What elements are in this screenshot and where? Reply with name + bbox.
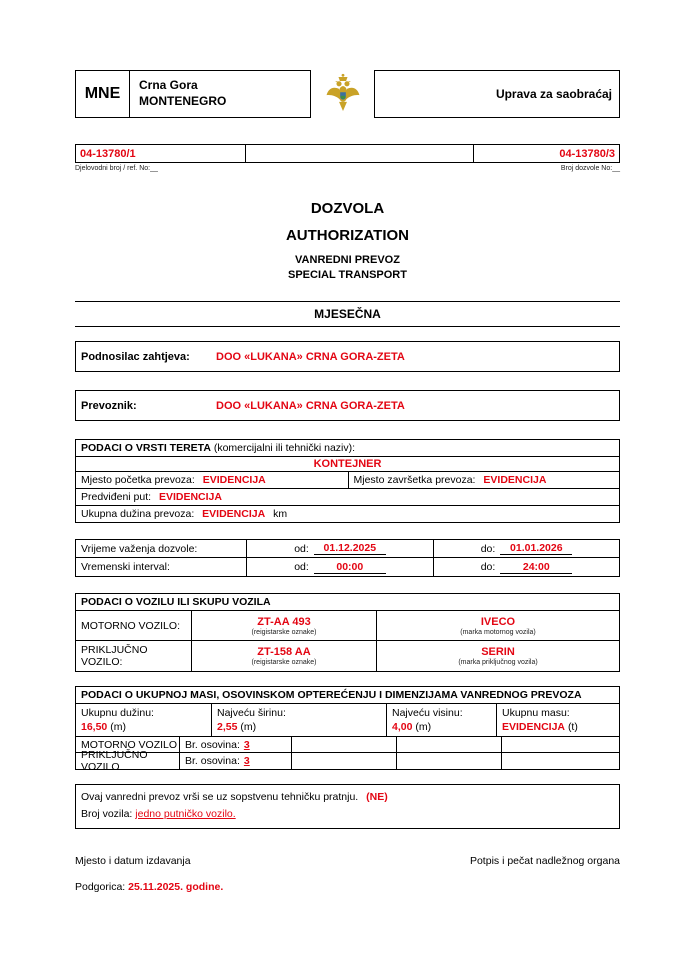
motor-vehicle-brand-caption: (marka motornog vozila) [460, 628, 536, 636]
validity-period-label: Vrijeme važenja dozvole: [81, 542, 198, 555]
document-header [75, 70, 620, 118]
from-label: od: [294, 542, 309, 555]
total-mass-label: Ukupnu masu: [502, 707, 570, 719]
motor-vehicle-plate-cell [191, 611, 376, 640]
permit-number: 04-13780/3 [559, 147, 615, 160]
carrier-label: Prevoznik: [81, 399, 137, 412]
max-width-value: 2,55 [217, 721, 238, 734]
total-mass-value: EVIDENCIJA [502, 721, 566, 734]
empty-cell [396, 737, 501, 752]
applicant-box [75, 341, 620, 372]
total-mass-cell [496, 704, 619, 736]
axle-count-label: Br. osovina: [185, 738, 240, 751]
to-label: do: [480, 561, 496, 573]
motor-vehicle-plate-caption: (reigistarske oznake) [251, 628, 317, 636]
escort-statement: Ovaj vanredni prevoz vrši se uz sopstvenu tehničku pratnju. [81, 791, 359, 804]
max-width-label: Najveću širinu: [217, 707, 286, 719]
cargo-route-row [76, 489, 619, 506]
max-height-label: Najveću visinu: [392, 707, 463, 719]
cargo-length-row [76, 506, 619, 522]
title-block [75, 200, 620, 281]
validity-date-to: 01.01.2026 [500, 542, 572, 555]
cargo-name: KONTEJNER [76, 457, 619, 472]
escort-vehicles-line [81, 806, 614, 823]
escort-vehicles-label: Broj vozila: [81, 808, 133, 821]
validity-interval-label: Vremenski interval: [81, 561, 170, 573]
applicant-label: Podnosilac zahtjeva: [81, 350, 190, 363]
motor-vehicle-label: MOTORNO VOZILO: [81, 619, 180, 632]
axle-count-value: 3 [243, 738, 250, 751]
signature-label: Potpis i pečat nadležnog organa [469, 854, 620, 867]
cargo-start-cell [76, 472, 348, 488]
cargo-start-value: EVIDENCIJA [202, 474, 266, 486]
subtitle-local: VANREDNI PREVOZ [295, 254, 400, 266]
axle-count-label: Br. osovina: [185, 755, 240, 768]
cargo-start-label: Mjesto početka prevoza: [81, 474, 195, 486]
total-length-value: 16,50 [81, 721, 108, 734]
permit-number-caption: Broj dozvole No:__ [560, 165, 620, 172]
validity-date-to-cell [433, 540, 619, 557]
trailer-vehicle-label: PRIKLJUČNO VOZILO: [81, 644, 148, 668]
country-name-en: MONTENEGRO [139, 94, 227, 108]
validity-period-row [76, 540, 619, 558]
validity-time-to: 24:00 [500, 561, 572, 574]
dimensions-section [75, 686, 620, 774]
title-en: AUTHORIZATION [285, 227, 410, 244]
validity-section [75, 539, 620, 577]
trailer-vehicle-plate-cell [191, 641, 376, 671]
motor-vehicle-brand: IVECO [480, 615, 516, 628]
title-local: DOZVOLA [310, 200, 385, 217]
escort-answer: (NE) [366, 791, 388, 804]
total-mass-unit: (t) [567, 721, 578, 734]
empty-cell [396, 753, 501, 769]
ref-number-caption: Djelovodni broj / ref. No:__ [75, 165, 158, 172]
motor-vehicle-axles-label: MOTORNO VOZILO [81, 738, 178, 751]
cargo-section-subtitle: (komercijalni ili tehnički naziv): [213, 442, 356, 454]
ref-empty-cell [246, 145, 474, 162]
escort-box [75, 784, 620, 829]
cargo-length-unit: km [273, 508, 288, 520]
total-length-unit: (m) [110, 721, 126, 734]
applicant-value: DOO «LUKANA» CRNA GORA-ZETA [216, 350, 405, 363]
place-date-label: Mjesto i datum izdavanja [75, 854, 191, 867]
issue-date-line [75, 881, 620, 893]
cargo-length-label: Ukupna dužina prevoza: [81, 508, 195, 520]
max-height-value: 4,00 [392, 721, 413, 734]
cargo-section [75, 439, 620, 523]
trailer-vehicle-brand-cell [376, 641, 619, 671]
ref-number: 04-13780/1 [76, 145, 246, 162]
validity-interval-row [76, 558, 619, 576]
trailer-vehicle-brand: SERIN [481, 646, 515, 658]
validity-date-from: 01.12.2025 [314, 542, 386, 555]
period-label: MJESEČNA [314, 307, 381, 321]
cargo-places-row [76, 472, 619, 489]
max-height-unit: (m) [415, 721, 432, 734]
agency-name: Uprava za saobraćaj [374, 70, 620, 118]
empty-cell [501, 753, 619, 769]
dimensions-section-title: PODACI O UKUPNOJ MASI, OSOVINSKOM OPTEREĆENJU I DIMENZIJAMA VANREDNOG PREVOZA [76, 687, 619, 704]
empty-cell [501, 737, 619, 752]
cargo-end-label: Mjesto završetka prevoza: [353, 474, 476, 486]
total-length-cell [76, 704, 211, 736]
cargo-length-value: EVIDENCIJA [202, 508, 266, 520]
cargo-section-title: PODACI O VRSTI TERETA [81, 442, 211, 454]
validity-time-from: 00:00 [314, 561, 386, 574]
axle-count-value: 3 [243, 755, 250, 768]
carrier-value: DOO «LUKANA» CRNA GORA-ZETA [216, 399, 405, 412]
trailer-vehicle-axles-row [76, 749, 619, 774]
issue-city: Podgorica: [75, 880, 126, 893]
trailer-vehicle-plate-caption: (reigistarske oznake) [251, 659, 317, 666]
from-label: od: [294, 561, 309, 573]
cargo-route-label: Predviđeni put: [81, 491, 152, 503]
cargo-end-cell [348, 472, 620, 488]
trailer-vehicle-plate: ZT-158 AA [257, 646, 311, 658]
empty-cell [291, 753, 396, 769]
montenegro-coat-of-arms-icon [311, 70, 374, 118]
total-length-label: Ukupnu dužinu: [81, 707, 154, 719]
period-band [75, 301, 620, 327]
motor-vehicle-axles-cell [179, 737, 291, 752]
validity-time-from-cell [246, 558, 433, 576]
country-names [130, 71, 226, 117]
validity-time-to-cell [433, 558, 619, 576]
cargo-end-value: EVIDENCIJA [483, 474, 547, 486]
subtitle-en: SPECIAL TRANSPORT [288, 269, 407, 281]
country-block [75, 70, 311, 118]
cargo-route-value: EVIDENCIJA [158, 491, 222, 503]
motor-vehicle-row [76, 611, 619, 641]
empty-cell [291, 737, 396, 752]
motor-vehicle-brand-cell [376, 611, 619, 640]
dimensions-values-row [76, 704, 619, 737]
trailer-vehicle-row [76, 641, 619, 671]
vehicles-section [75, 593, 620, 672]
reference-numbers-row [75, 144, 620, 163]
validity-date-from-cell [246, 540, 433, 557]
country-name-local: Crna Gora [139, 78, 198, 93]
carrier-box [75, 390, 620, 421]
escort-statement-line [81, 789, 614, 806]
country-code: MNE [76, 71, 130, 117]
issue-date: 25.11.2025. godine. [128, 880, 224, 893]
footer-labels [75, 855, 620, 867]
max-width-unit: (m) [240, 721, 257, 734]
escort-vehicles-value: jedno putničko vozilo. [135, 808, 236, 821]
trailer-vehicle-brand-caption: (marka priključnog vozila) [458, 659, 538, 666]
trailer-vehicle-axles-label: PRIKLJUČNO VOZILO [81, 749, 148, 774]
max-height-cell [386, 704, 496, 736]
max-width-cell [211, 704, 386, 736]
cargo-section-header [76, 440, 619, 457]
to-label: do: [480, 542, 496, 555]
trailer-vehicle-axles-cell [179, 753, 291, 769]
reference-captions [75, 165, 620, 172]
motor-vehicle-plate: ZT-AA 493 [257, 615, 311, 628]
vehicles-section-title: PODACI O VOZILU ILI SKUPU VOZILA [76, 594, 619, 611]
